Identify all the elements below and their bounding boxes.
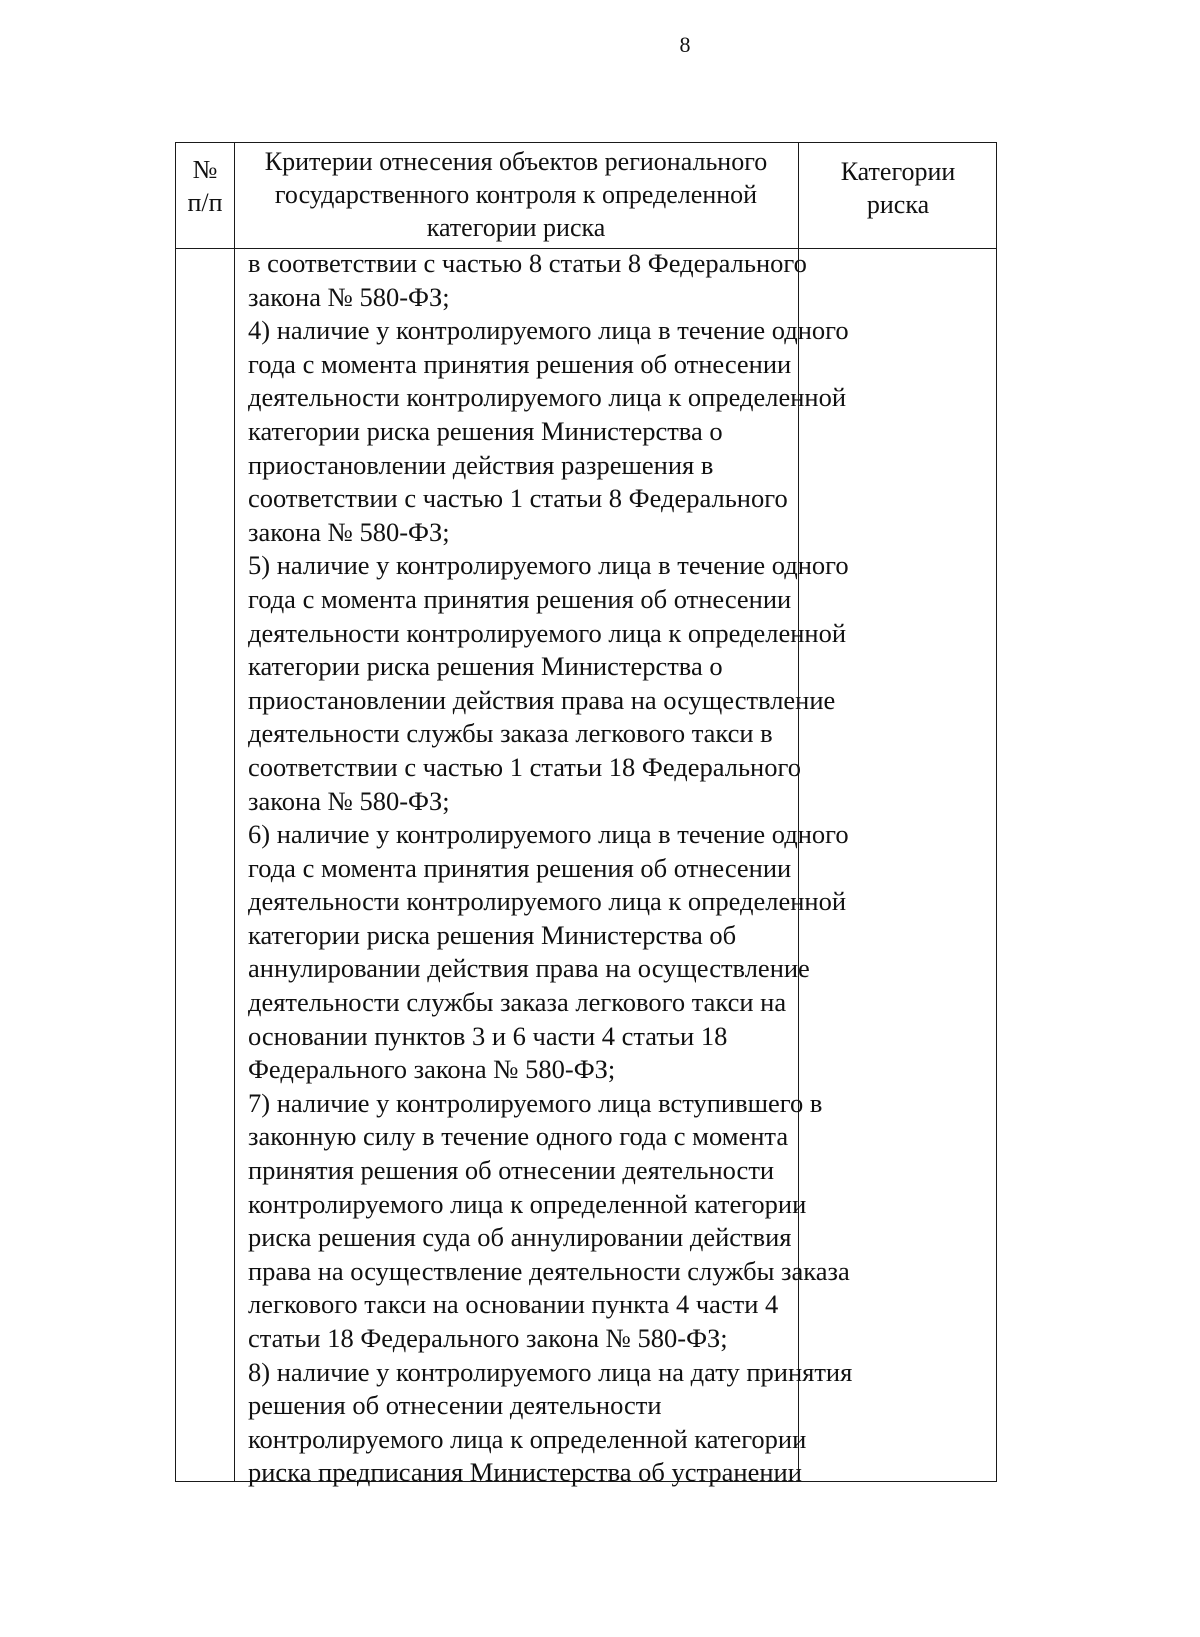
column-divider-number: [234, 143, 235, 1481]
header-category-line: Категории: [840, 157, 956, 186]
criteria-line: контролируемого лица к определенной категории: [248, 1423, 807, 1454]
criteria-cell: [248, 247, 853, 1490]
header-number: [176, 153, 234, 219]
criteria-line: деятельности службы заказа легкового такси в: [248, 718, 773, 749]
header-criteria-line: категории риска: [426, 213, 606, 242]
criteria-line: Федерального закона № 580-ФЗ;: [248, 1054, 616, 1085]
criteria-line: года с момента принятия решения об отнесении: [248, 583, 792, 614]
criteria-line: категории риска решения Министерства о: [248, 415, 723, 446]
criteria-line: соответствии с частью 1 статьи 18 Федерального: [248, 751, 801, 782]
criteria-line: 4) наличие у контролируемого лица в течение одного: [248, 315, 849, 346]
criteria-line: 8) наличие у контролируемого лица на дату принятия: [248, 1356, 853, 1387]
criteria-line: 7) наличие у контролируемого лица вступившего в: [248, 1087, 823, 1118]
criteria-line: принятия решения об отнесении деятельности: [248, 1155, 775, 1186]
criteria-line: деятельности контролируемого лица к определенной: [248, 382, 847, 413]
criteria-line: 5) наличие у контролируемого лица в течение одного: [248, 550, 849, 581]
criteria-line: закона № 580-ФЗ;: [248, 516, 450, 547]
criteria-line: основании пунктов 3 и 6 части 4 статьи 18: [248, 1020, 728, 1051]
criteria-line: деятельности контролируемого лица к определенной: [248, 886, 847, 917]
criteria-line: деятельности службы заказа легкового такси на: [248, 987, 787, 1018]
criteria-line: категории риска решения Министерства об: [248, 919, 737, 950]
page-number: 8: [679, 32, 691, 57]
header-criteria-line: государственного контроля к определенной: [274, 180, 758, 209]
criteria-line: аннулировании действия права на осуществление: [248, 953, 810, 984]
criteria-line: легкового такси на основании пункта 4 части 4: [248, 1289, 779, 1320]
criteria-line: соответствии с частью 1 статьи 8 Федерального: [248, 483, 788, 514]
header-criteria-line: Критерии отнесения объектов регионального: [264, 147, 768, 176]
criteria-line: законную силу в течение одного года с момента: [248, 1121, 789, 1152]
criteria-line: закона № 580-ФЗ;: [248, 785, 450, 816]
criteria-line: права на осуществление деятельности службы заказа: [248, 1255, 850, 1286]
criteria-line: статьи 18 Федерального закона № 580-ФЗ;: [248, 1323, 728, 1353]
header-category-line: риска: [866, 190, 930, 219]
criteria-line: риска предписания Министерства об устранении: [248, 1457, 802, 1488]
criteria-line: контролируемого лица к определенной категории: [248, 1188, 807, 1219]
criteria-line: риска решения суда об аннулировании действия: [248, 1222, 792, 1253]
criteria-line: в соответствии с частью 8 статьи 8 Федерального: [248, 248, 807, 278]
criteria-line: приостановлении действия разрешения в: [248, 449, 714, 480]
criteria-line: категории риска решения Министерства о: [248, 651, 723, 682]
criteria-line: решения об отнесении деятельности: [248, 1390, 662, 1421]
header-category: [798, 155, 998, 221]
criteria-line: года с момента принятия решения об отнесении: [248, 348, 792, 379]
header-criteria: [234, 145, 798, 244]
criteria-table: [175, 142, 997, 1488]
header-number-line: №: [192, 155, 218, 184]
criteria-line: года с момента принятия решения об отнесении: [248, 852, 792, 883]
criteria-line: закона № 580-ФЗ;: [248, 281, 450, 312]
criteria-line: деятельности контролируемого лица к определенной: [248, 617, 847, 648]
header-number-line: п/п: [187, 188, 223, 217]
criteria-line: 6) наличие у контролируемого лица в течение одного: [248, 819, 849, 850]
criteria-line: приостановлении действия права на осуществление: [248, 684, 836, 715]
